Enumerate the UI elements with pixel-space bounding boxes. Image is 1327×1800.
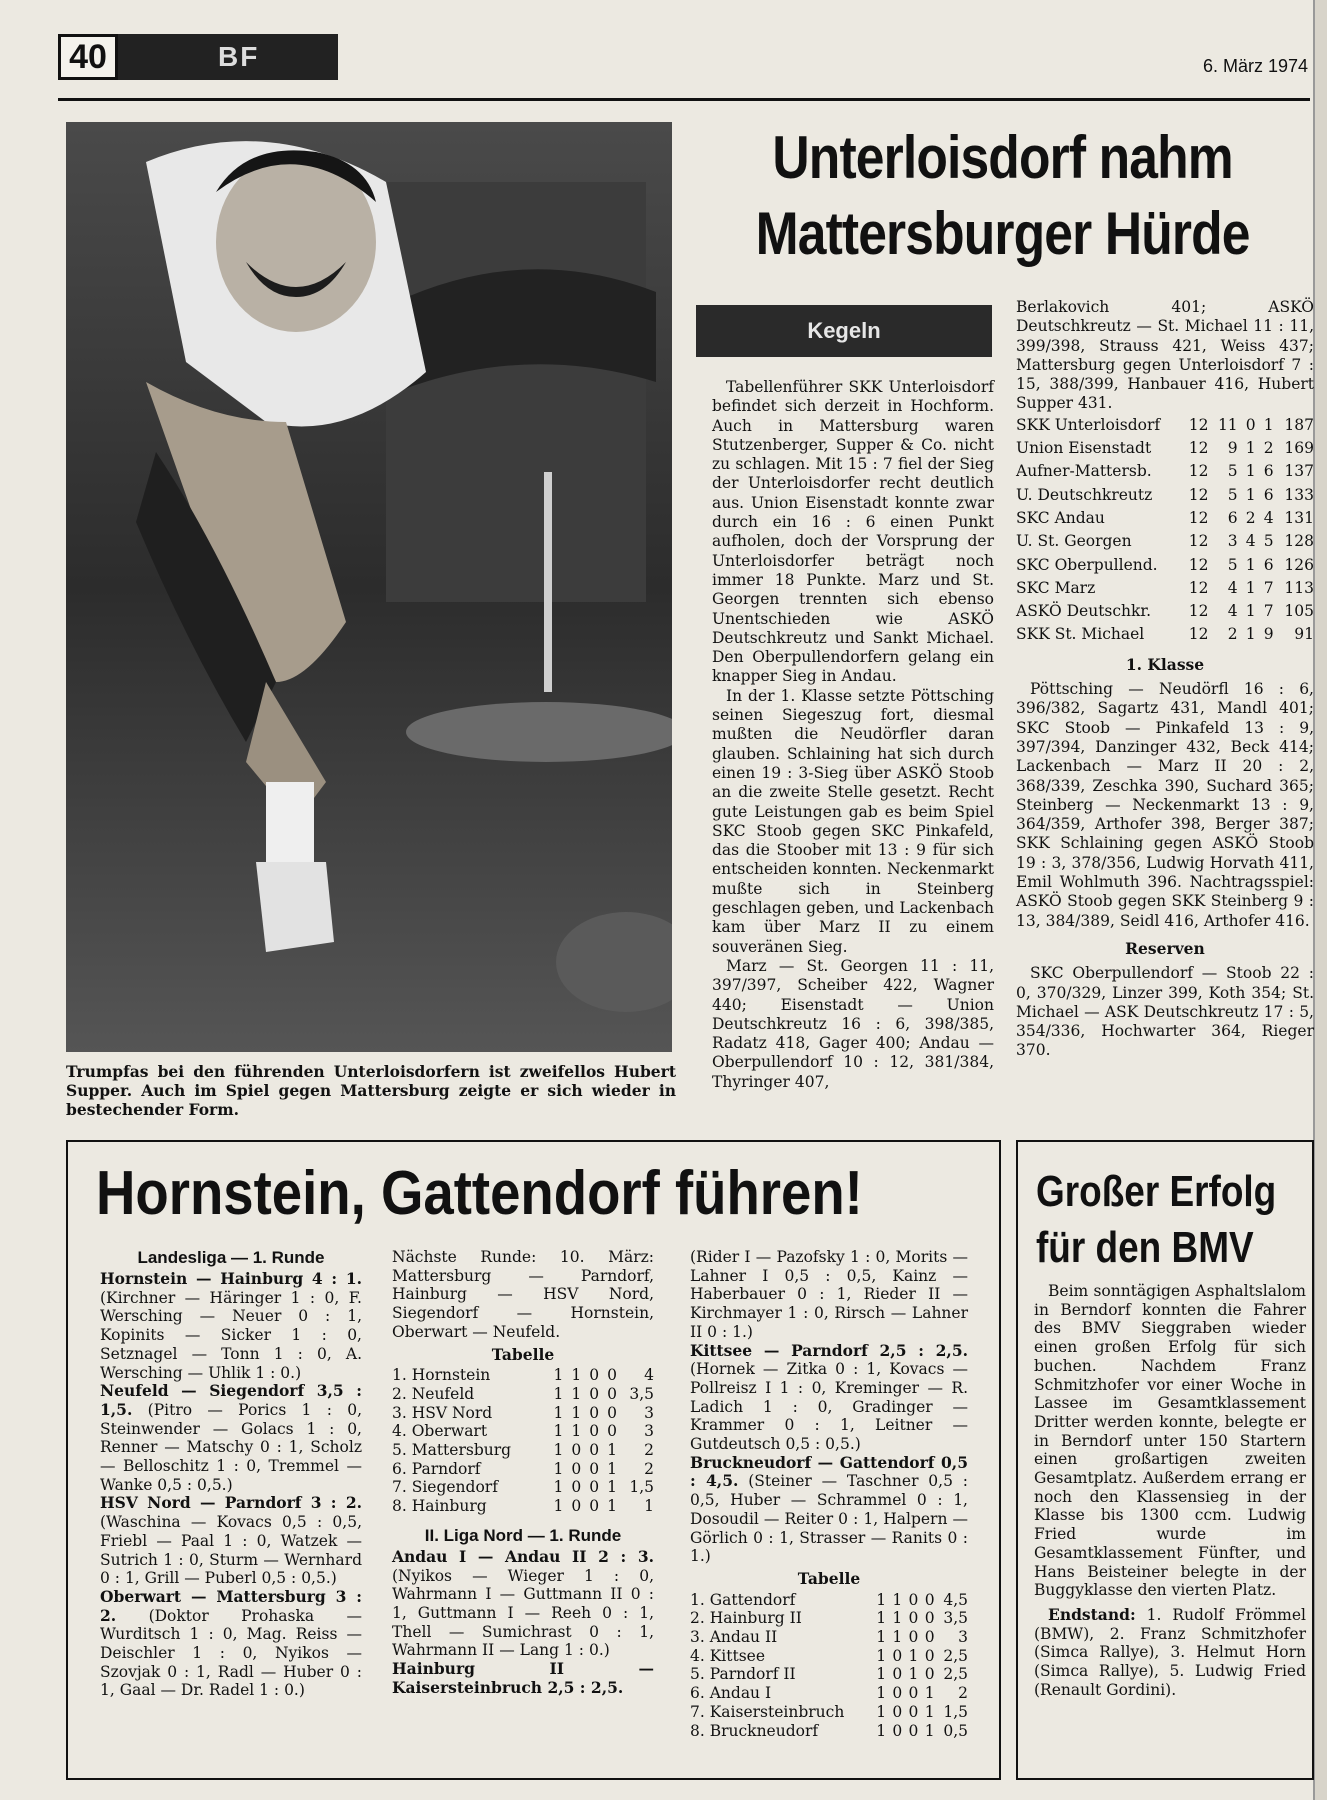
table-cell: 12 [1188, 508, 1209, 527]
match-result: Bruckneudorf — Gattendorf 0,5 : 4,5. [690, 1452, 968, 1491]
table-row [690, 1591, 968, 1610]
table-cell: 0 [892, 1702, 903, 1721]
table-row [1016, 530, 1314, 553]
table-row [392, 1404, 654, 1423]
table-cell: 1 [876, 1684, 887, 1703]
table-cell: 0 [892, 1684, 903, 1703]
tabelle-title: Tabelle [491, 1344, 555, 1364]
table-cell: 4 [1263, 508, 1274, 527]
table-cell: 1 [607, 1478, 617, 1497]
table-cell: 1 [1245, 485, 1256, 504]
endstand-label: Endstand: [1048, 1604, 1136, 1624]
table-cell: 2 [1245, 508, 1256, 527]
table-row [690, 1609, 968, 1628]
team-name: Union Eisenstadt [1016, 439, 1152, 458]
table-cell: 1 [553, 1384, 564, 1403]
table-cell: 11 [1217, 415, 1238, 434]
table-cell: 12 [1188, 625, 1209, 644]
team-name: 3. Andau II [690, 1628, 778, 1647]
table-cell: 1 [553, 1366, 564, 1385]
table-cell: 0 [607, 1403, 617, 1422]
table-cell: 1 [924, 1702, 935, 1721]
table-cell: 1 [607, 1459, 617, 1478]
match-result: Hainburg II — Kaisersteinbruch 2,5 : 2,5. [392, 1659, 654, 1697]
table-cell: 1 [1245, 625, 1256, 644]
paragraph: In der 1. Klasse setzte Pöttsching seinen Siegeszug fort, diesmal mußten die Neudörfler daran glauben. Schlaining hat sich durch einen 19 : 3-Sieg über ASKÖ Stoob an die zweite Stelle gesetzt. Recht gute Leistungen gab es beim Spiel SKC Stoob gegen SKC Pinkafeld, das die Stoober mit 13 : 9 für sich entscheiden konnten. Neckenmarkt mußte sich in Steinberg geschlagen geben, und Lackenbach kam über Marz II zu einem souveränen Sieg. [712, 686, 994, 956]
table-cell: 0,5 [943, 1721, 968, 1740]
table-cell: 0 [908, 1590, 919, 1609]
table-cell: 0 [908, 1702, 919, 1721]
table-cell: 12 [1188, 485, 1209, 504]
table-cell: 5 [1227, 555, 1238, 574]
table-cell: 1 [607, 1497, 617, 1516]
table-cell: 12 [1188, 555, 1209, 574]
table-row [392, 1422, 654, 1441]
table-cell: 1 [892, 1609, 903, 1628]
table-cell: 1 [553, 1422, 564, 1441]
table-cell: 0 [892, 1646, 903, 1665]
team-name: U. Deutschkreutz [1016, 485, 1153, 504]
team-name: 7. Kaisersteinbruch [690, 1702, 845, 1721]
table-cell: 0 [924, 1646, 935, 1665]
table-row [1016, 437, 1314, 460]
table-cell: 1 [876, 1721, 887, 1740]
chess-column-2 [392, 1248, 654, 1697]
table-row [690, 1628, 968, 1647]
table-cell: 1 [571, 1403, 582, 1422]
table-cell: 1 [924, 1684, 935, 1703]
paragraph: Berlakovich 401; ASKÖ Deutschkreutz — St. Michael 11 : 11, 399/398, Strauss 421, Weiss 437; Mattersburg gegen Unterloisdorf 7 : 15, 388/399, Hanbauer 416, Hubert Supper 431. [1016, 298, 1314, 413]
article-headline-chess: Hornstein, Gattendorf führen! [96, 1159, 863, 1228]
table-cell: 0 [908, 1684, 919, 1703]
next-round: Nächste Runde: 10. März: Mattersburg — Parndorf, Hainburg — HSV Nord, Siegendorf — Hornstein, Oberwart — Neufeld. [392, 1248, 654, 1341]
table-cell: 0 [589, 1403, 600, 1422]
match-detail: (Doktor Prohaska — Wurditsch 1 : 0, Mag. Reiss — Deischler 1 : 0, Nyikos — Szovjak 0 : 1, Radl — Huber 0 : 1, Gaal — Dr. Radel 1 : 0.) [100, 1606, 362, 1700]
table-cell: 105 [1284, 602, 1314, 621]
table-cell: 4 [644, 1366, 654, 1385]
table-cell: 1 [571, 1384, 582, 1403]
table-cell: 12 [1188, 462, 1209, 481]
table-row [392, 1478, 654, 1497]
table-cell: 1 [1245, 602, 1256, 621]
table-cell: 0 [1245, 415, 1256, 434]
table-row [392, 1385, 654, 1404]
table-cell: 1 [553, 1459, 564, 1478]
table-cell: 9 [1263, 625, 1274, 644]
table-row [1016, 600, 1314, 623]
match-result: Oberwart — Mattersburg 3 : 2. [100, 1586, 362, 1625]
table-cell: 2 [1263, 439, 1274, 458]
table-cell: 1 [876, 1702, 887, 1721]
team-name: 5. Mattersburg [392, 1441, 512, 1460]
match-detail: (Nyikos — Wieger 1 : 0, Wahrmann I — Guttmann II 0 : 1, Guttmann I — Reeh 0 : 1, Thell — Sumichrast 0 : 1, Wahrmann II — Lang 1 : 0.) [392, 1566, 654, 1660]
table-row [392, 1497, 654, 1516]
team-name: SKK St. Michael [1016, 625, 1145, 644]
table-cell: 1 [607, 1441, 617, 1460]
table-row [1016, 577, 1314, 600]
paragraph: Marz — St. Georgen 11 : 11, 397/397, Scheiber 422, Wagner 440; Eisenstadt — Union Deutschkreutz 16 : 6, 398/385, Radatz 418, Gager 400; Andau — Oberpullendorf 10 : 12, 381/384, Thyringer 407, [712, 956, 994, 1091]
page-header [58, 34, 1308, 86]
article-headline-bmv: Großer Erfolg für den BMV [1036, 1167, 1277, 1272]
match-detail: (Steiner — Taschner 0,5 : 0,5, Huber — Schrammel 0 : 1, Dosoudil — Reiter 0 : 1, Halpern — Görlich 0 : 1, Strasser — Ranits 0 : 1.) [690, 1472, 968, 1566]
endstand-text: 1. Rudolf Frömmel (BMW), 2. Franz Schmitzhofer (Simca Rallye), 3. Helmut Horn (Simca Rallye), 5. Ludwig Fried (Renault Gordini). [1034, 1605, 1306, 1699]
table-cell: 6 [1227, 508, 1238, 527]
table-cell: 0 [892, 1665, 903, 1684]
match-result: Hornstein — Hainburg 4 : 1. [100, 1269, 362, 1288]
table-cell: 113 [1284, 578, 1314, 597]
liga2-table [690, 1591, 968, 1741]
table-cell: 1 [876, 1590, 887, 1609]
header-rule [58, 98, 1310, 101]
table-cell: 1 [553, 1441, 564, 1460]
table-cell: 3,5 [943, 1609, 968, 1628]
team-name: 6. Parndorf [392, 1459, 481, 1478]
table-row [392, 1460, 654, 1479]
team-name: 5. Parndorf II [690, 1665, 796, 1684]
table-cell: 137 [1284, 462, 1314, 481]
table-cell: 0 [571, 1478, 582, 1497]
table-cell: 1 [876, 1665, 887, 1684]
paragraph: Pöttsching — Neudörfl 16 : 6, 396/382, Sagartz 431, Mandl 401; SKC Stoob — Pinkafeld 13 : 9, 397/394, Danzinger 432, Beck 414; Lackenbach — Marz II 20 : 2, 368/339, Zeschka 390, Suchard 365; Steinberg — Neckenmarkt 13 : 9, 364/359, Arthofer 398, Berger 387; SKK Schlaining gegen ASKÖ Stoob 19 : 3, 378/356, Ludwig Horvath 411, Emil Wohlmuth 396. Nachtragsspiel: ASKÖ Stoob gegen SKK Steinberg 9 : 13, 384/389, Seidl 416, Arthofer 416. [1016, 680, 1314, 930]
team-name: 7. Siegendorf [392, 1478, 498, 1497]
article-headline-kegeln: Unterloisdorf nahm Mattersburger Hürde [755, 124, 1250, 267]
team-name: 8. Hainburg [392, 1497, 487, 1516]
team-name: 4. Oberwart [392, 1422, 488, 1441]
team-name: SKC Marz [1016, 578, 1096, 597]
table-cell: 9 [1227, 439, 1238, 458]
match-result: HSV Nord — Parndorf 3 : 2. [100, 1493, 362, 1513]
table-cell: 12 [1188, 532, 1209, 551]
table-cell: 1 [876, 1628, 887, 1647]
table-cell: 4 [1227, 578, 1238, 597]
table-cell: 6 [1263, 462, 1274, 481]
team-name: 3. HSV Nord [392, 1403, 493, 1422]
table-cell: 0 [589, 1459, 600, 1478]
team-name: 8. Bruckneudorf [690, 1721, 819, 1740]
table-cell: 2 [1227, 625, 1238, 644]
table-cell: 0 [607, 1384, 617, 1403]
team-name: 4. Kittsee [690, 1646, 766, 1665]
table-cell: 12 [1188, 439, 1209, 458]
table-cell: 169 [1284, 439, 1314, 458]
team-name: 1. Hornstein [392, 1366, 491, 1385]
match-detail: (Pitro — Porics 1 : 0, Steinwender — Golacs 1 : 0, Renner — Matschy 0 : 1, Scholz — Belloschitz 1 : 0, Tremmel — Wanke 0,5 : 0,5.) [100, 1400, 363, 1494]
match-detail: (Rider I — Pazofsky 1 : 0, Morits — Lahner I 0,5 : 0,5, Kainz — Haberbauer 0 : 1, Rieder II — Kirchmayer 1 : 0, Rirsch — Lahner II 0 : 1.) [690, 1248, 968, 1341]
liga2-title: II. Liga Nord — 1. Runde [424, 1525, 622, 1545]
chess-column-3 [690, 1248, 968, 1740]
team-name: 2. Hainburg II [690, 1609, 802, 1628]
table-row [690, 1684, 968, 1703]
table-cell: 1 [892, 1590, 903, 1609]
table-cell: 1 [571, 1422, 582, 1441]
table-cell: 0 [607, 1366, 617, 1385]
table-cell: 1 [908, 1665, 919, 1684]
table-row [690, 1703, 968, 1722]
table-cell: 1,5 [943, 1702, 968, 1721]
table-cell: 131 [1284, 508, 1314, 527]
match-detail: (Waschina — Kovacs 0,5 : 0,5, Friebl — Paal 1 : 0, Watzek — Sutrich 1 : 0, Sturm — Wernhard 0 : 1, Grill — Puberl 0,5 : 0,5.) [100, 1513, 362, 1588]
table-cell: 0 [571, 1497, 582, 1516]
table-cell: 1 [1245, 439, 1256, 458]
bmv-column [1034, 1282, 1306, 1699]
table-cell: 1,5 [629, 1478, 654, 1497]
table-cell: 1 [553, 1403, 564, 1422]
table-cell: 0 [908, 1609, 919, 1628]
table-cell: 0 [908, 1628, 919, 1647]
table-row [1016, 623, 1314, 646]
paragraph: SKC Oberpullendorf — Stoob 22 : 0, 370/329, Linzer 399, Koth 354; St. Michael — ASK Deutschkreutz 17 : 5, 354/336, Hochwarter 364, Rieger 370. [1016, 964, 1314, 1060]
match-detail: (Kirchner — Häringer 1 : 0, F. Wersching — Neuer 0 : 1, Kopinits — Sicker 1 : 0, Setznagel — Tonn 1 : 0, A. Wersching — Uhlik 1 : 0.) [100, 1288, 362, 1382]
team-name: ASKÖ Deutschkr. [1016, 602, 1152, 621]
table-cell: 1 [553, 1497, 564, 1516]
match-detail: (Hornek — Zitka 0 : 1, Kovacs — Pollreisz I 1 : 0, Kreminger — R. Ladich 1 : 0, Gradinger — Krammer 0 : 1, Leitner — Gutdeutsch 0,5 : 0,5.) [690, 1360, 968, 1454]
table-cell: 1 [1263, 415, 1274, 434]
table-cell: 3 [1227, 532, 1238, 551]
team-name: 6. Andau I [690, 1684, 772, 1703]
table-cell: 4 [1245, 532, 1256, 551]
page-number: 40 [58, 34, 118, 80]
table-cell: 0 [571, 1441, 582, 1460]
article-column-1 [712, 378, 994, 1092]
team-name: SKK Unterloisdorf [1016, 415, 1161, 434]
table-cell: 1 [876, 1609, 887, 1628]
table-cell: 2 [958, 1684, 968, 1703]
table-cell: 12 [1188, 578, 1209, 597]
reserven-title: Reserven [1125, 938, 1205, 958]
table-cell: 12 [1188, 602, 1209, 621]
table-cell: 6 [1263, 485, 1274, 504]
table-cell: 3 [958, 1628, 968, 1647]
klasse-title: 1. Klasse [1125, 654, 1205, 674]
table-cell: 0 [924, 1628, 935, 1647]
table-cell: 1 [876, 1646, 887, 1665]
paragraph: Tabellenführer SKK Unterloisdorf befindet sich derzeit in Hochform. Auch in Mattersburg waren Stutzenberger, Supper & Co. nicht zu schlagen. Mit 15 : 7 fiel der Sieg der Unterloisdorfer recht deutlich aus. Union Eisenstadt konnte zwar durch ein 16 : 6 einen Punkt aufholen, doch der Vorsprung der Unterloisdorfer beträgt noch immer 18 Punkte. Marz und St. Georgen trennten sich ebenso Unentschieden wie ASKÖ Deutschkreutz und Sankt Michael. Den Oberpullendorfern gelang ein knapper Sieg in Andau. [712, 378, 994, 686]
landesliga-title: Landesliga — 1. Runde [137, 1248, 325, 1267]
table-cell: 2 [644, 1441, 654, 1460]
table-cell: 0 [571, 1459, 582, 1478]
table-cell: 0 [908, 1721, 919, 1740]
table-cell: 0 [924, 1609, 935, 1628]
table-cell: 0 [589, 1497, 600, 1516]
table-row [1016, 484, 1314, 507]
table-row [1016, 414, 1314, 437]
table-cell: 4 [1227, 602, 1238, 621]
table-cell: 0 [589, 1441, 600, 1460]
table-row [392, 1441, 654, 1460]
table-cell: 1 [924, 1721, 935, 1740]
table-row [1016, 554, 1314, 577]
team-name: U. St. Georgen [1016, 532, 1132, 551]
landesliga-table [392, 1366, 654, 1516]
table-cell: 91 [1294, 625, 1314, 644]
bowler-photo [66, 122, 672, 1052]
table-cell: 12 [1188, 415, 1209, 434]
table-cell: 1 [1245, 578, 1256, 597]
issue-date: 6. März 1974 [1202, 56, 1308, 76]
table-cell: 1 [892, 1628, 903, 1647]
table-cell: 2 [644, 1459, 654, 1478]
table-row [1016, 507, 1314, 530]
photo-caption: Trumpfas bei den führenden Unterloisdorfern ist zweifellos Hubert Supper. Auch im Spiel gegen Mattersburg zeigte er sich wieder in bestechender Form. [66, 1062, 676, 1119]
table-cell: 0 [924, 1665, 935, 1684]
table-cell: 2,5 [943, 1646, 968, 1665]
table-row [690, 1665, 968, 1684]
paragraph: Beim sonntägigen Asphaltslalom in Berndorf konnten die Fahrer des BMV Sieggraben wieder einen großen Erfolg für sich buchen. Nachdem Franz Schmitzhofer vor einer Woche in Lassee im Gesamtklassement Dritter werden konnte, belegte er in Berndorf unter 150 Startern einen großartigen zweiten Gesamtplatz. Außerdem errang er noch den Klassensieg in der Klasse bis 1300 ccm. Ludwig Fried wurde im Gesamtklassement Fünfter, und Hans Beisteiner belegte in der Buggyklasse den vierten Platz. [1034, 1282, 1306, 1600]
table-cell: 133 [1284, 485, 1314, 504]
table-row [690, 1647, 968, 1666]
table-cell: 0 [892, 1721, 903, 1740]
table-cell: 0 [589, 1478, 600, 1497]
team-name: 1. Gattendorf [690, 1590, 796, 1609]
table-row [690, 1722, 968, 1741]
section-tag: BF [118, 34, 338, 80]
table-cell: 6 [1263, 555, 1274, 574]
table-cell: 7 [1263, 602, 1274, 621]
match-result: Neufeld — Siegendorf 3,5 : 1,5. [100, 1381, 362, 1419]
tabelle-title: Tabelle [797, 1568, 861, 1588]
table-cell: 7 [1263, 578, 1274, 597]
table-cell: 5 [1227, 485, 1238, 504]
article-column-2 [1016, 298, 1314, 1061]
table-cell: 1 [1245, 555, 1256, 574]
table-cell: 1 [571, 1366, 582, 1385]
table-cell: 0 [589, 1366, 600, 1385]
team-name: 2. Neufeld [392, 1384, 475, 1403]
table-cell: 3 [644, 1403, 654, 1422]
team-name: Aufner-Mattersb. [1016, 462, 1152, 481]
table-cell: 1 [553, 1478, 564, 1497]
table-cell: 1 [644, 1497, 654, 1516]
match-result: Andau I — Andau II 2 : 3. [392, 1546, 654, 1566]
table-cell: 4,5 [943, 1590, 968, 1609]
team-name: SKC Andau [1016, 508, 1105, 527]
table-cell: 128 [1284, 532, 1314, 551]
chess-column-1 [100, 1248, 362, 1700]
table-cell: 5 [1263, 532, 1274, 551]
table-cell: 0 [924, 1590, 935, 1609]
team-name: SKC Oberpullend. [1016, 555, 1158, 574]
match-result: Kittsee — Parndorf 2,5 : 2,5. [690, 1340, 968, 1360]
table-cell: 0 [607, 1422, 617, 1441]
table-cell: 3 [644, 1422, 654, 1441]
table-cell: 187 [1284, 415, 1314, 434]
table-row [1016, 460, 1314, 483]
section-kicker-kegeln: Kegeln [696, 305, 992, 357]
table-cell: 126 [1284, 555, 1314, 574]
table-cell: 2,5 [943, 1665, 968, 1684]
table-cell: 0 [589, 1422, 600, 1441]
table-cell: 0 [589, 1384, 600, 1403]
table-cell: 1 [1245, 462, 1256, 481]
table-cell: 3,5 [629, 1384, 654, 1403]
table-row [392, 1366, 654, 1385]
table-cell: 5 [1227, 462, 1238, 481]
standings-table [1016, 414, 1314, 647]
table-cell: 1 [908, 1646, 919, 1665]
